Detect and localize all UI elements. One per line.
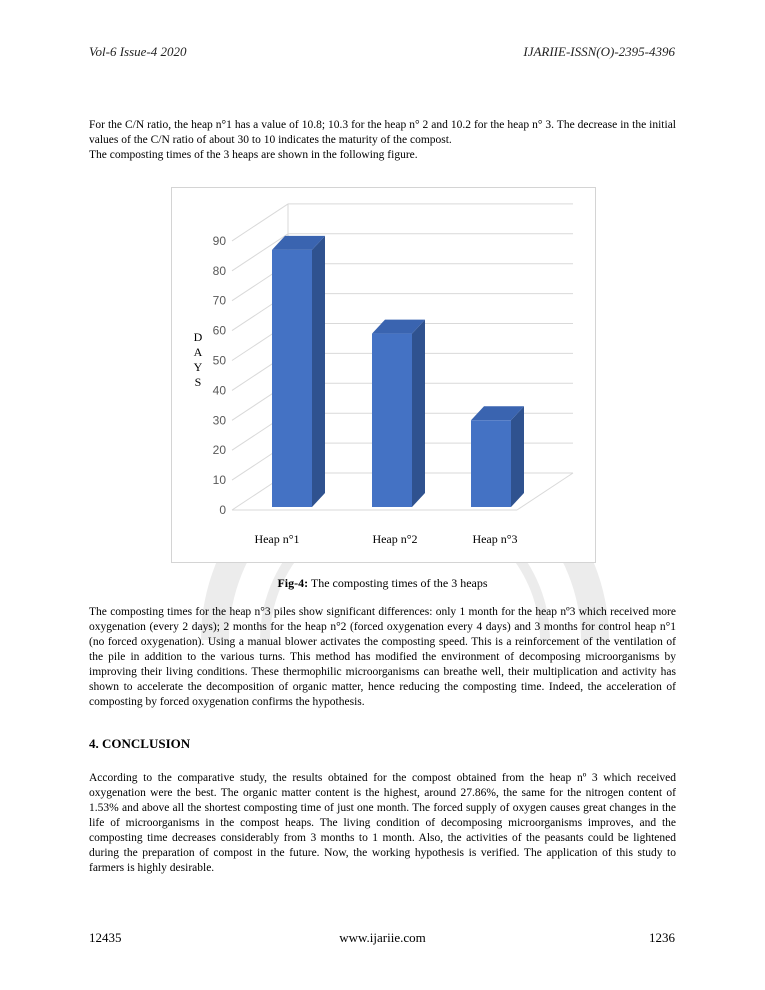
bar-side-face [511, 406, 524, 507]
y-tick-label: 60 [212, 323, 226, 338]
footer-article-number: 12435 [89, 930, 122, 945]
y-tick-label: 80 [212, 263, 226, 278]
intro-text-figure-ref: The composting times of the 3 heaps are shown in the following figure. [89, 149, 418, 161]
y-tick-label: 50 [212, 353, 226, 368]
intro-text: For the C/N ratio, the heap n°1 has a value of 10.8; 10.3 for the heap n° 2 and 10.2 for the heap n° 3. The decrease in the initial values of the C/N ratio of about 30 to 10 indicates the maturity of the compost. [89, 119, 676, 146]
bar-side-face [312, 236, 325, 507]
header-volume-issue: Vol-6 Issue-4 2020 [89, 44, 187, 59]
y-tick-label: 30 [212, 413, 226, 428]
x-category-label: Heap n°2 [372, 532, 418, 546]
x-category-label: Heap n°3 [472, 532, 518, 546]
bar-side-face [412, 320, 425, 507]
y-axis-label-letter: Y [193, 360, 203, 374]
footer-page-number: 1236 [649, 930, 675, 945]
intro-paragraph [89, 118, 676, 163]
y-tick-label: 90 [212, 233, 226, 248]
y-tick-label: 70 [212, 293, 226, 308]
figure-caption-text: The composting times of the 3 heaps [308, 576, 488, 590]
x-category-label: Heap n°1 [254, 532, 300, 546]
floor-edge-side [517, 473, 573, 510]
gridline-side [232, 204, 288, 241]
figure-caption [0, 576, 765, 591]
discussion-paragraph: The composting times for the heap n°3 piles show significant differences: only 1 month for the heap nº3 which received more oxygenation (every 2 days); 2 months for the heap n°2 (forced oxygenation every 4 days) and 3 months for control heap n°1 (no forced oxygenation). Using a manual blower activates the composting speed. This is a reinforcement of the ventilation of the pile in addition to the various turns. This method has modified the environment of decomposing microorganisms by improving their living conditions. These thermophilic microorganisms can breathe well, their multiplication and activity has shown to accelerate the decomposition of organic matter, hence reducing the composting time. Indeed, the acceleration of composting by forced oxygenation confirms the hypothesis. [89, 606, 676, 708]
y-axis-label-letter: S [194, 375, 202, 389]
bar [372, 334, 412, 507]
composting-times-chart [171, 187, 596, 563]
figure-caption-label: Fig-4: [277, 576, 309, 590]
y-tick-label: 0 [219, 503, 226, 517]
y-axis-label-letter: A [193, 345, 203, 359]
y-tick-label: 10 [212, 473, 226, 488]
conclusion-paragraph: According to the comparative study, the results obtained for the compost obtained from the heap nº 3 which received oxygenation were the best. The organic matter content is the highest, around 27.86%, the same for the nitrogen content of 1.53% and above all the shortest composting time of just one month. The forced supply of oxygen causes great changes in the life of microorganisms in the compost heaps. The living condition of decomposing microorganisms improves, and the composting time decreases considerably from 3 months to 1 month. Also, the activities of the peasants could be lightened during the preparation of compost in the future. Now, the working hypothesis is verified. The application of this study to farmers is highly desirable. [89, 772, 676, 874]
y-axis-label-letter: D [193, 330, 203, 344]
y-tick-label: 20 [212, 443, 226, 458]
bar [471, 420, 511, 507]
footer-website-link[interactable]: www.ijariie.com [339, 930, 426, 945]
conclusion-heading: 4. CONCLUSION [89, 736, 191, 751]
bar [272, 250, 312, 507]
header-issn: IJARIIE-ISSN(O)-2395-4396 [523, 44, 675, 59]
y-tick-label: 40 [212, 383, 226, 398]
chart-canvas [172, 188, 595, 562]
